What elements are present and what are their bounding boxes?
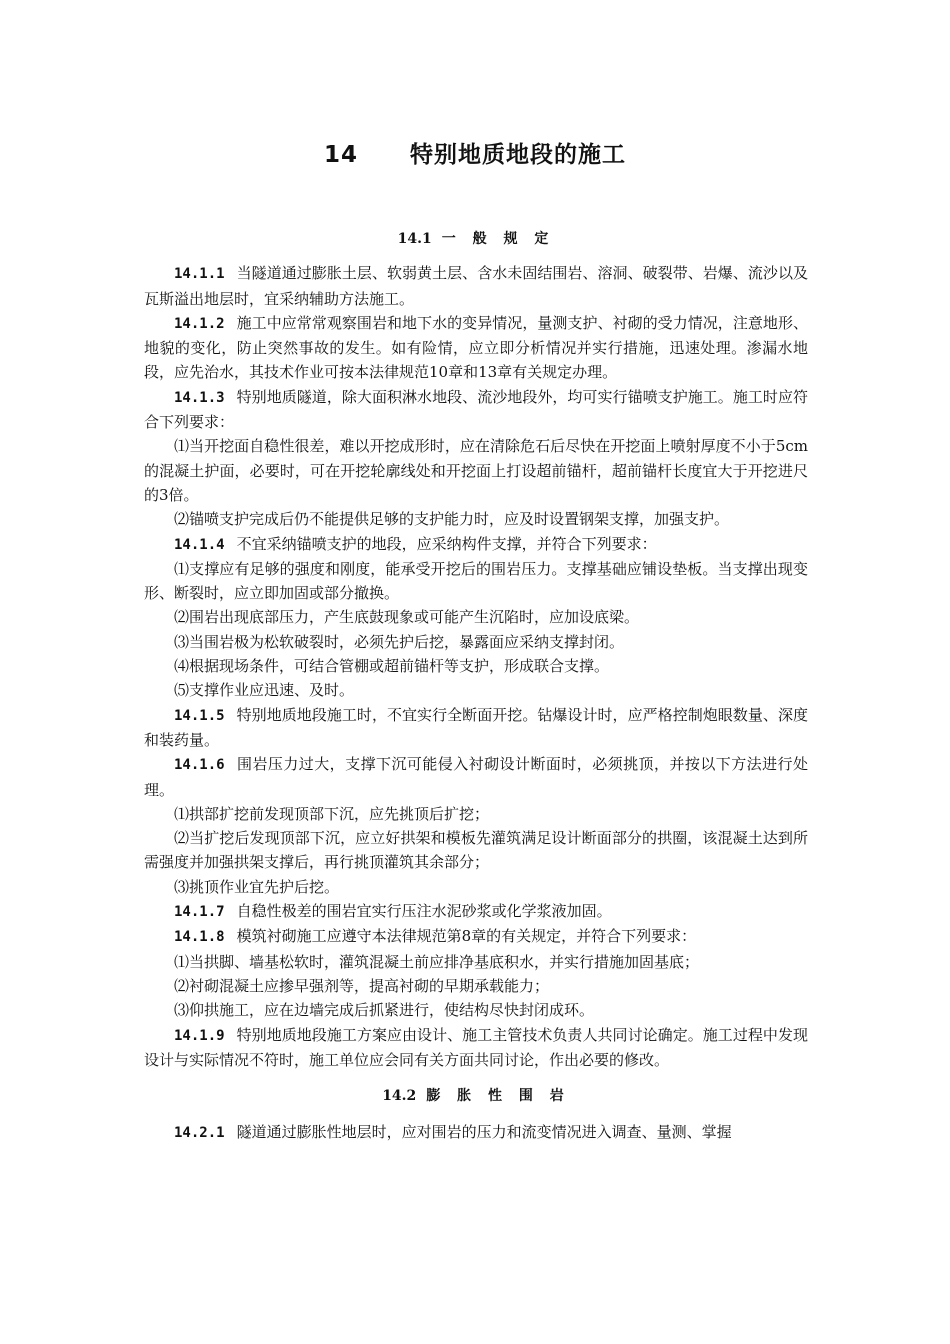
clause-paragraph (144, 532, 808, 557)
section-14-2-paragraphs (144, 1120, 808, 1145)
paragraph-text: ⑶仰拱施工，应在边墙完成后抓紧进行，使结构尽快封闭成环。 (174, 1001, 595, 1020)
section-heading-14-2 (144, 1084, 808, 1108)
chapter-title-text: 特别地质地段的施工 (410, 142, 626, 168)
clause-number: 14.1.8 (174, 929, 225, 946)
paragraph-text: 当隧道通过膨胀土层、软弱黄土层、含水未固结围岩、溶洞、破裂带、岩爆、流沙以及瓦斯溢出地层时，宜采纳辅助方法施工。 (144, 264, 808, 308)
section-14-1-paragraphs (144, 261, 808, 1072)
clause-number: 14.1.3 (174, 389, 225, 406)
paragraph-text: ⑵当扩挖后发现顶部下沉，应立好拱架和模板先灌筑满足设计断面部分的拱圈，该混凝土达到所需强度并加强拱架支撑后，再行挑顶灌筑其余部分； (144, 829, 808, 872)
paragraph-text: ⑴当开挖面自稳性很差，难以开挖成形时，应在清除危石后尽快在开挖面上喷射厚度不小于5cm的混凝土护面，必要时，可在开挖轮廓线处和开挖面上打设超前锚杆，超前锚杆长度宜大于开挖进尺的3倍。 (144, 437, 808, 504)
clause-paragraph (144, 311, 808, 385)
sub-item-paragraph (144, 826, 808, 875)
sub-item-paragraph (144, 507, 808, 531)
clause-number: 14.1.5 (174, 707, 225, 724)
section-number: 14.1 (397, 231, 432, 247)
paragraph-text: 特别地质隧道，除大面积淋水地段、流沙地段外，均可实行锚喷支护施工。施工时应符合下列要求： (144, 387, 808, 432)
clause-paragraph (144, 899, 808, 924)
paragraph-text: ⑴拱部扩挖前发现顶部下沉，应先挑顶后扩挖； (174, 804, 490, 823)
section-title: 一 般 规 定 (441, 231, 555, 247)
clause-number: 14.1.6 (174, 757, 225, 774)
sub-item-paragraph (144, 434, 808, 507)
chapter-number: 14 (323, 142, 358, 168)
paragraph-text: 不宜采纳锚喷支护的地段，应采纳构件支撑，并符合下列要求： (236, 534, 657, 553)
clause-paragraph (144, 752, 808, 802)
paragraph-text: ⑴支撑应有足够的强度和刚度，能承受开挖后的围岩压力。支撑基础应铺设垫板。当支撑出现变形、断裂时，应立即加固或部分撤换。 (144, 559, 808, 603)
section-number: 14.2 (382, 1088, 417, 1105)
clause-paragraph (144, 261, 808, 311)
sub-item-paragraph (144, 974, 808, 998)
section-heading-14-1 (144, 227, 808, 251)
paragraph-text: ⑴当拱脚、墙基松软时，灌筑混凝土前应排净基底积水，并实行措施加固基底； (174, 952, 700, 971)
clause-number: 14.1.9 (174, 1027, 225, 1044)
clause-paragraph (144, 703, 808, 753)
clause-paragraph (144, 1023, 808, 1073)
paragraph-text: ⑶挑顶作业宜先护后挖。 (174, 877, 340, 896)
clause-number: 14.1.7 (174, 904, 225, 921)
paragraph-text: ⑵锚喷支护完成后仍不能提供足够的支护能力时，应及时设置钢架支撑，加强支护。 (174, 510, 730, 529)
chapter-title (0, 136, 950, 169)
sub-item-paragraph (144, 678, 808, 702)
clause-paragraph (144, 1120, 808, 1145)
sub-item-paragraph (144, 875, 808, 899)
clause-paragraph (144, 924, 808, 949)
paragraph-text: 特别地质地段施工方案应由设计、施工主管技术负责人共同讨论确定。施工过程中发现设计与实际情况不符时，施工单位应会同有关方面共同讨论，作出必要的修改。 (144, 1025, 808, 1069)
paragraph-text: 围岩压力过大，支撑下沉可能侵入衬砌设计断面时，必须挑顶，并按以下方法进行处理。 (144, 755, 808, 799)
clause-number: 14.1.1 (174, 266, 225, 283)
paragraph-text: ⑸支撑作业应迅速、及时。 (174, 681, 355, 700)
paragraph-text: ⑷根据现场条件，可结合管棚或超前锚杆等支护，形成联合支撑。 (174, 657, 610, 676)
sub-item-paragraph (144, 998, 808, 1022)
clause-number: 14.1.4 (174, 536, 225, 553)
paragraph-text: 施工中应常常观察围岩和地下水的变异情况，量测支护、衬砌的受力情况，注意地形、地貌的变化，防止突然事故的发生。如有险情，应立即分析情况并实行措施，迅速处理。渗漏水地段，应先治水，其技术作业可按本法律规范10章和13章有关规定办理。 (144, 313, 808, 382)
sub-item-paragraph (144, 950, 808, 974)
sub-item-paragraph (144, 654, 808, 678)
paragraph-text: 自稳性极差的围岩宜实行压注水泥砂浆或化学浆液加固。 (236, 902, 612, 921)
paragraph-text: 隧道通过膨胀性地层时，应对围岩的压力和流变情况进入调查、量测、掌握 (236, 1123, 732, 1142)
document-body (144, 227, 808, 1146)
paragraph-text: 特别地质地段施工时，不宜实行全断面开挖。钻爆设计时，应严格控制炮眼数量、深度和装药量。 (144, 705, 808, 749)
clause-paragraph (144, 385, 808, 435)
sub-item-paragraph (144, 605, 808, 629)
sub-item-paragraph (144, 557, 808, 606)
clause-number: 14.2.1 (174, 1125, 225, 1142)
sub-item-paragraph (144, 630, 808, 654)
section-title: 膨 胀 性 围 岩 (426, 1088, 570, 1105)
sub-item-paragraph (144, 802, 808, 826)
paragraph-text: ⑶当围岩极为松软破裂时，必须先护后挖，暴露面应采纳支撑封闭。 (174, 632, 625, 651)
paragraph-text: ⑵衬砌混凝土应掺早强剂等，提高衬砌的早期承载能力； (174, 976, 550, 995)
paragraph-text: ⑵围岩出现底部压力，产生底鼓现象或可能产生沉陷时，应加设底梁。 (174, 608, 640, 627)
paragraph-text: 模筑衬砌施工应遵守本法律规范第8章的有关规定，并符合下列要求： (236, 927, 697, 946)
clause-number: 14.1.2 (174, 315, 225, 332)
